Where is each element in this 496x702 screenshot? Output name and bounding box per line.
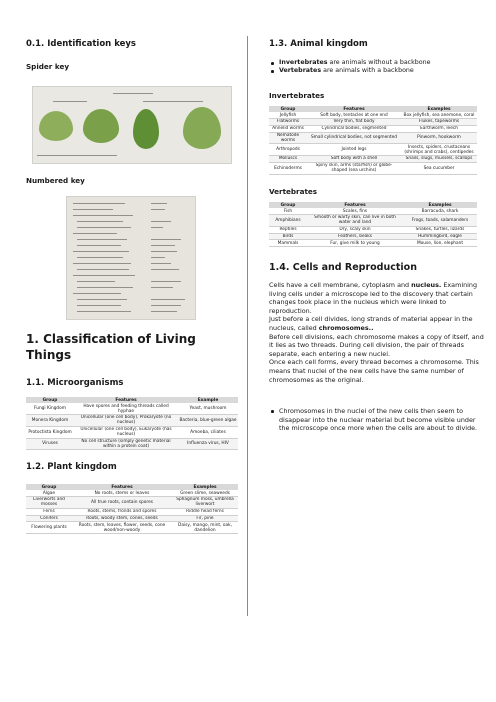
column-header: Examples: [403, 202, 477, 208]
table-cell: Protoctista Kingdom: [26, 426, 74, 438]
column-header: Features: [72, 484, 172, 490]
table-cell: Viruses: [26, 438, 74, 450]
heading-invertebrates: Invertebrates: [269, 91, 325, 100]
table-cell: No cell structure (simply genetic material within a protein coat): [74, 438, 178, 450]
table-row: [26, 508, 238, 515]
table-row: [26, 426, 238, 438]
leaf-image: [39, 111, 73, 141]
table-cell: Unicellular (one cell body), Prokaryote (no nucleus): [74, 414, 178, 426]
table-cell: Earthworm, leech: [401, 125, 477, 132]
table-cell: Roots, stems, fronds and spores: [72, 508, 172, 515]
table-cell: Daisy, mango, mint, oak, dandelion: [172, 522, 238, 534]
microorganisms-table: [26, 397, 238, 450]
column-header: Example: [178, 397, 238, 403]
table-cell: Echinoderms: [269, 162, 307, 174]
table-cell: Snakes, turtles, lizards: [403, 226, 477, 233]
table-cell: Insects, spiders, crustaceans (shrimps and crabs), centipedes: [401, 144, 477, 156]
table-row: [269, 118, 477, 125]
heading-classification: 1. Classification of Living Things: [26, 332, 196, 362]
table-cell: Feathers, beaks: [307, 233, 403, 240]
table-cell: Birds: [269, 233, 307, 240]
table-row: [269, 156, 477, 163]
table-cell: No roots, stems or leaves: [72, 490, 172, 496]
table-cell: Arthropods: [269, 144, 307, 156]
table-cell: Snails, slugs, mussels, scallops: [401, 156, 477, 163]
table-cell: Green slime, seaweeds: [172, 490, 238, 496]
table-row: [269, 240, 477, 247]
table-cell: Amoeba, ciliates: [178, 426, 238, 438]
table-cell: Amphibians: [269, 214, 307, 226]
heading-cells-reproduction: 1.4. Cells and Reproduction: [269, 262, 417, 273]
column-header: Examples: [172, 484, 238, 490]
plant-kingdom-table: [26, 484, 238, 534]
vertebrates-table: [269, 202, 477, 247]
table-row: [269, 132, 477, 144]
column-header: Group: [26, 484, 72, 490]
heading-animal-kingdom: 1.3. Animal kingdom: [269, 39, 368, 49]
table-cell: Soft body, tentacles at one end: [307, 112, 401, 118]
table-cell: Ferns: [26, 508, 72, 515]
invertebrates-table: [269, 106, 477, 175]
column-header: Features: [74, 397, 178, 403]
table-cell: Mouse, lion, elephant: [403, 240, 477, 247]
column-header: Features: [307, 106, 401, 112]
table-cell: All true roots, contain spores: [72, 496, 172, 508]
table-row: [26, 438, 238, 450]
table-cell: Flatworms: [269, 118, 307, 125]
table-cell: Barracuda, shark: [403, 208, 477, 214]
heading-identification-keys: 0.1. Identification keys: [26, 39, 136, 49]
table-row: [269, 226, 477, 233]
column-header: Examples: [401, 106, 477, 112]
table-cell: Spiny skin, arms (starfish) or globe-shaped (sea urchins): [307, 162, 401, 174]
column-header: Features: [307, 202, 403, 208]
table-row: [26, 522, 238, 534]
table-row: [26, 515, 238, 522]
table-row: [269, 233, 477, 240]
leaf-image: [83, 109, 119, 143]
cells-bullets: [269, 407, 483, 433]
cells-paragraph: Cells have a cell membrane, cytoplasm and nucleus. Examining living cells under a microscope led to the discovery that certain changes took place in the nucleus which were linked to reproduction. Just before a cell divides, long strands of material appear in the nucleus, called chromosomes.. Before cell divisions, each chromosome makes a copy of itself, and it lies as two threads. During cell division, the pair of threads separate, each entering a new nuclei. Once each cell forms, every thread becomes a chromosome. This means that nuclei of the new cells have the same number of chromosomes as the original.: [269, 281, 484, 384]
table-cell: Box jellyfish, sea anemone, coral: [401, 112, 477, 118]
table-cell: Influenza virus, HIV: [178, 438, 238, 450]
table-cell: Conifers: [26, 515, 72, 522]
heading-microorganisms: 1.1. Microorganisms: [26, 378, 124, 388]
table-cell: Flukes, tapeworms: [401, 118, 477, 125]
column-header: Group: [26, 397, 74, 403]
table-row: [26, 414, 238, 426]
table-cell: Jointed legs: [307, 144, 401, 156]
table-cell: Flowering plants: [26, 522, 72, 534]
table-cell: Mammals: [269, 240, 307, 247]
leaf-image: [183, 107, 221, 149]
table-row: [26, 403, 238, 414]
table-cell: Algae: [26, 490, 72, 496]
table-cell: Smooth or warty skin, can live in both water and land: [307, 214, 403, 226]
table-cell: Nematode worms: [269, 132, 307, 144]
table-cell: Dry, scaly skin: [307, 226, 403, 233]
heading-plant-kingdom: 1.2. Plant kingdom: [26, 462, 117, 472]
list-item: Invertebrates are animals without a backbone: [269, 59, 475, 67]
heading-spider-key: Spider key: [26, 62, 69, 71]
table-cell: Cylindrical bodies, segmented: [307, 125, 401, 132]
spider-key-photo: [32, 86, 232, 164]
list-item: Chromosomes in the nuclei of the new cells then seem to disappear into the nuclear material but become visible under the microscope once more when the cells are about to divide.: [269, 407, 483, 433]
table-cell: Fur, give milk to young: [307, 240, 403, 247]
table-cell: Reptiles: [269, 226, 307, 233]
table-cell: Bacteria, blue-green algae: [178, 414, 238, 426]
column-divider: [247, 36, 248, 616]
table-cell: Yeast, mushroom: [178, 403, 238, 414]
table-cell: Annelid worms: [269, 125, 307, 132]
table-cell: Pinworm, hookworm: [401, 132, 477, 144]
table-cell: Very thin, flat body: [307, 118, 401, 125]
table-row: [26, 496, 238, 508]
table-cell: Monera Kingdom: [26, 414, 74, 426]
table-row: [269, 214, 477, 226]
table-cell: Fish: [269, 208, 307, 214]
table-cell: Sphagnum moss, umbrella liverwort: [172, 496, 238, 508]
heading-numbered-key: Numbered key: [26, 176, 85, 185]
column-header: Group: [269, 106, 307, 112]
column-header: Group: [269, 202, 307, 208]
table-cell: Molluscs: [269, 156, 307, 163]
leaf-image: [133, 109, 159, 149]
table-cell: Sea cucumber: [401, 162, 477, 174]
table-cell: Jellyfish: [269, 112, 307, 118]
table-cell: Fungi Kingdom: [26, 403, 74, 414]
table-row: [269, 162, 477, 174]
list-item: Vertebrates are animals with a backbone: [269, 67, 475, 75]
table-row: [269, 144, 477, 156]
numbered-key-photo: [66, 196, 196, 320]
table-cell: Scales, fins: [307, 208, 403, 214]
table-cell: Soft body with a shell: [307, 156, 401, 163]
table-cell: Roots, woody stem, cones, seeds: [72, 515, 172, 522]
table-cell: Frogs, toads, salamanders: [403, 214, 477, 226]
table-cell: Riddle head ferns: [172, 508, 238, 515]
table-row: [269, 125, 477, 132]
table-cell: Hummingbird, eagle: [403, 233, 477, 240]
table-cell: Unicellular (one cell body), Eukaryote (has nucleus): [74, 426, 178, 438]
table-cell: Have spores and feeding threads called hyphae: [74, 403, 178, 414]
table-cell: Fir, pine: [172, 515, 238, 522]
table-cell: Liverworts and mosses: [26, 496, 72, 508]
animal-kingdom-bullets: [269, 59, 475, 75]
heading-vertebrates: Vertebrates: [269, 187, 318, 196]
table-cell: Roots, stem, leaves, flower, seeds, cone wood/non-woody: [72, 522, 172, 534]
table-cell: Small cylindrical bodies, not segmented: [307, 132, 401, 144]
